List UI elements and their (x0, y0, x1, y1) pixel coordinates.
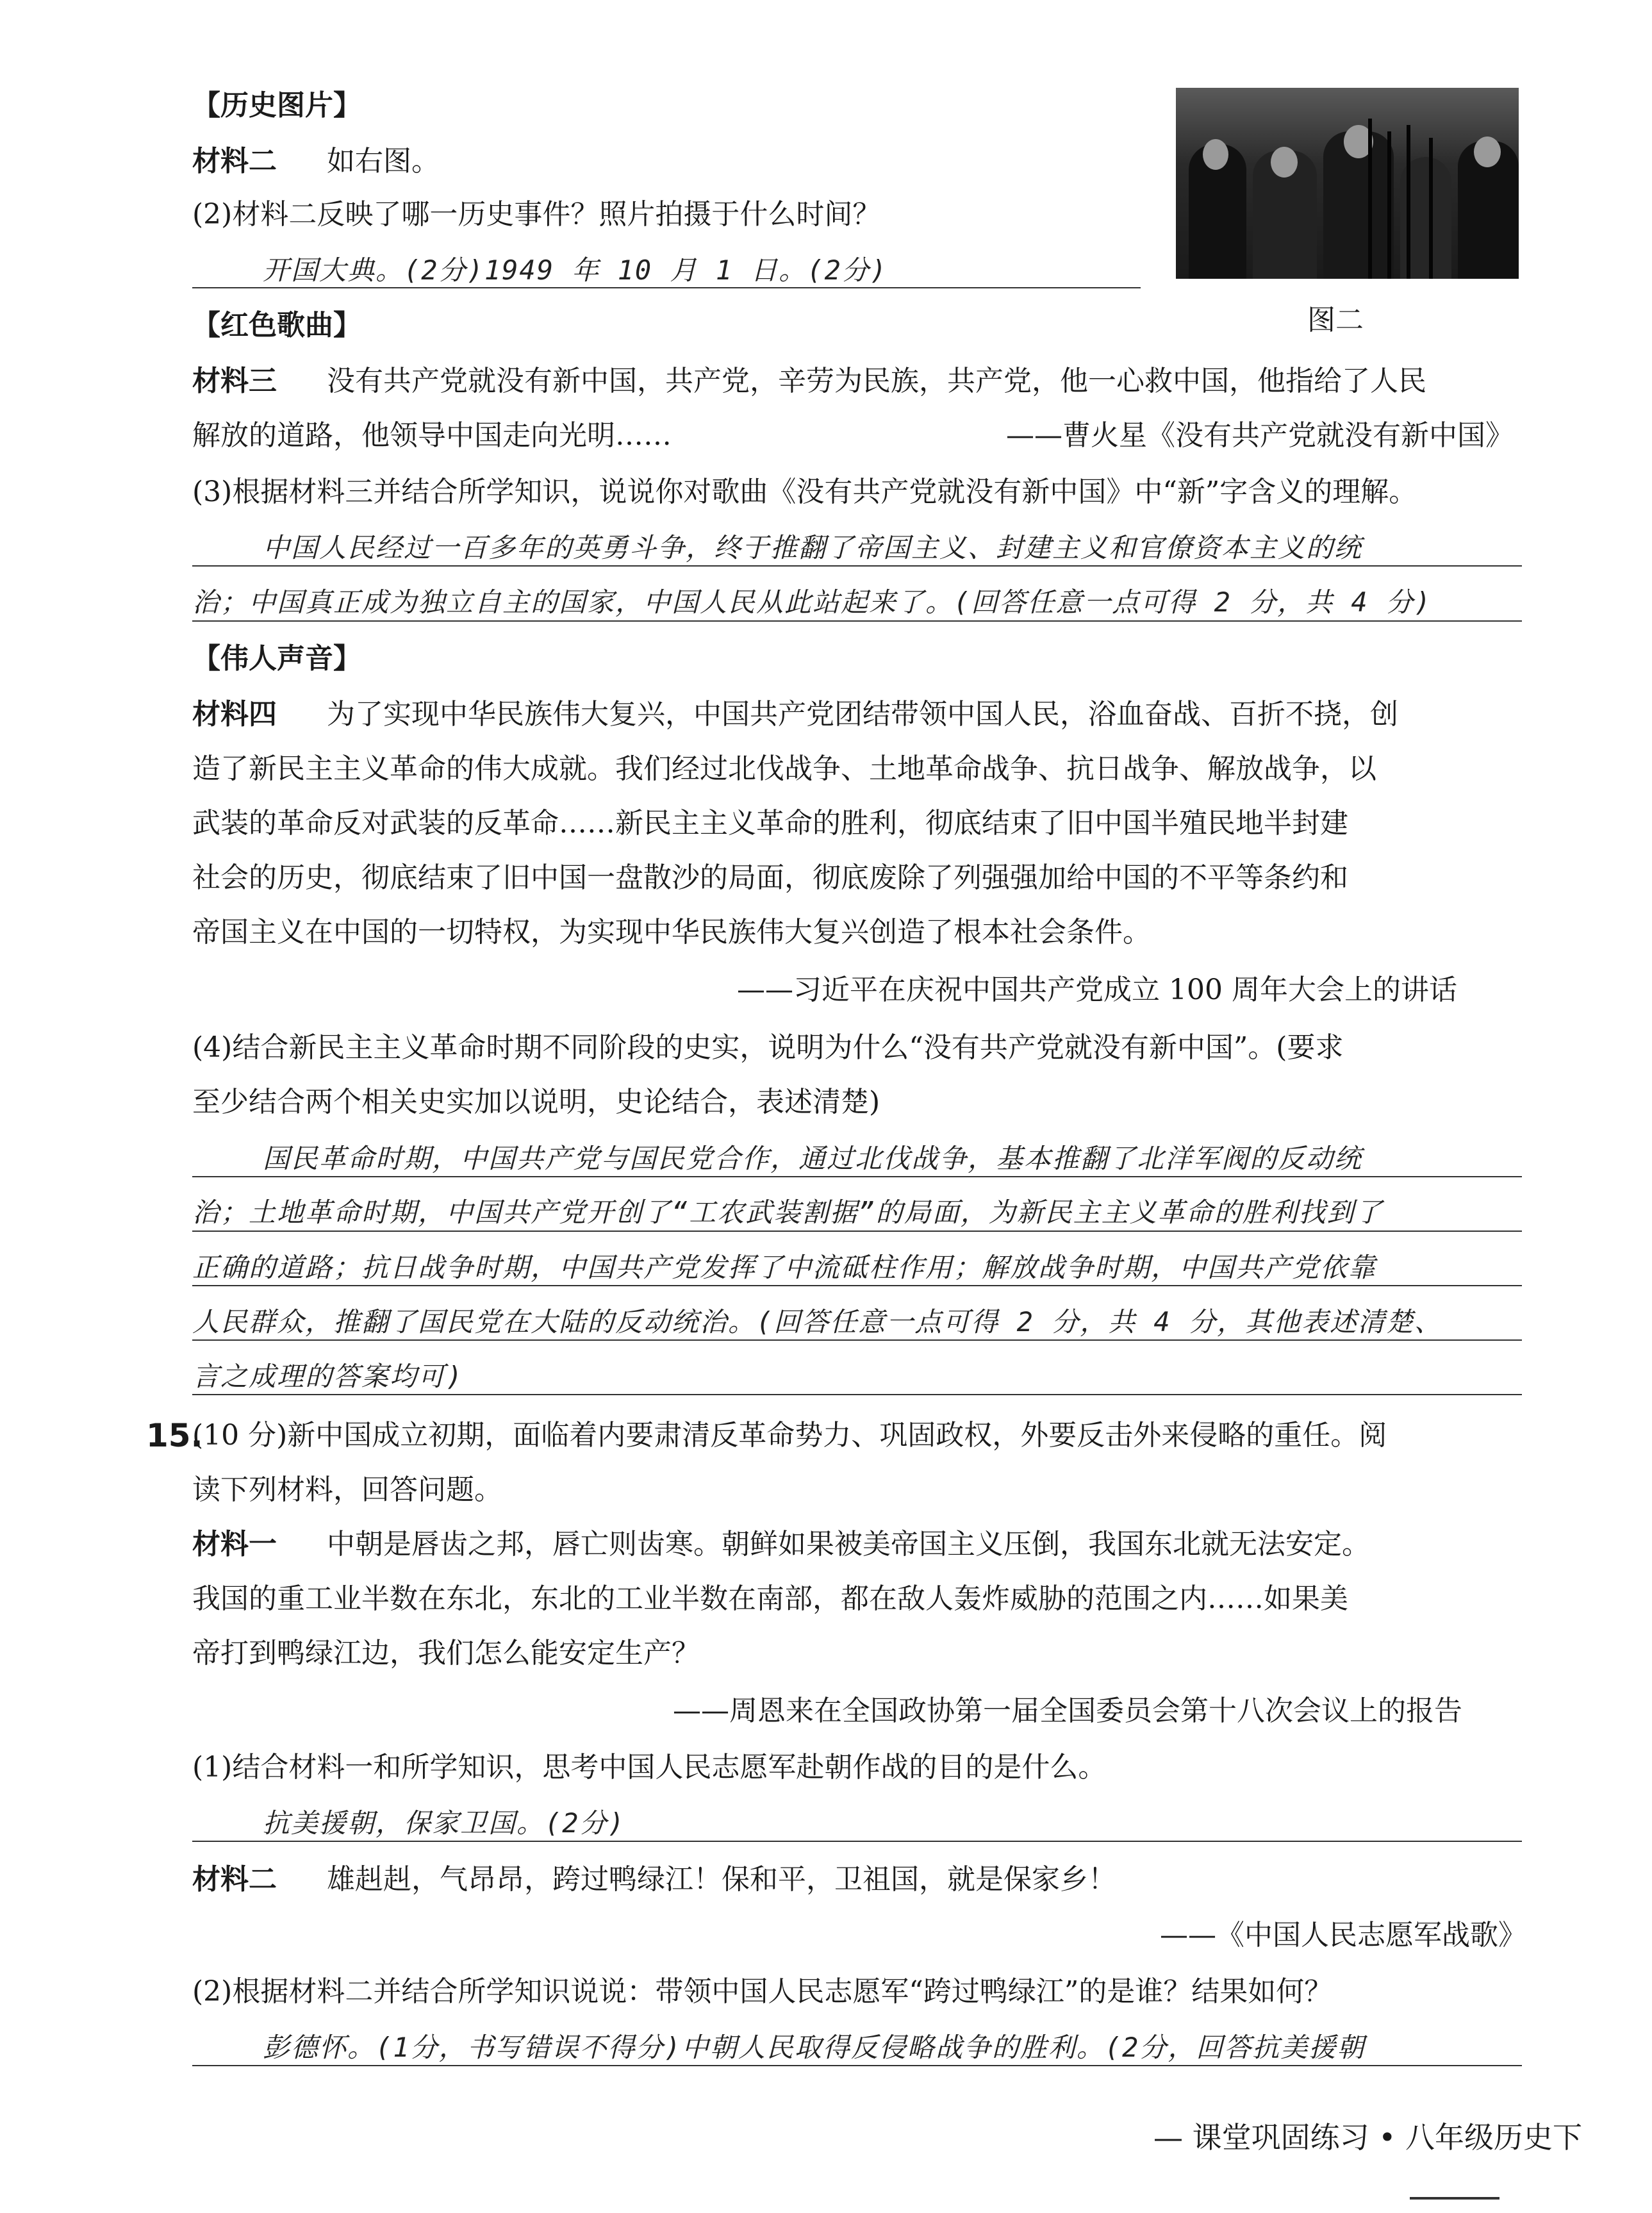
answer-3-line: 治；中国真正成为独立自主的国家，中国人民从此站起来了。(回答任意一点可得 2 分，共 4 分) (192, 586, 1432, 618)
material-4-line: 造了新民主主义革命的伟大成就。我们经过北伐战争、土地革命战争、抗日战争、解放战争，以 (192, 752, 1376, 785)
section-title-history-pictures: 【历史图片】 (192, 89, 361, 122)
answer-4-line: 国民革命时期，中国共产党与国民党合作，通过北伐战争，基本推翻了北洋军阀的反动统 (263, 1143, 1363, 1174)
answer-line (192, 287, 1141, 288)
material-2-label: 材料二 (192, 145, 277, 178)
answer-line (192, 565, 1522, 567)
answer-4-line: 治；土地革命时期，中国共产党开创了“工农武装割据”的局面，为新民主主义革命的胜利找到了 (192, 1197, 1384, 1228)
answer-4-line: 人民群众，推翻了国民党在大陆的反动统治。(回答任意一点可得 2 分，共 4 分，其他表述清楚、 (192, 1306, 1443, 1338)
material-3-label: 材料三 (192, 365, 277, 397)
question-2: (2)材料二反映了哪一历史事件？照片拍摄于什么时间？ (192, 198, 881, 231)
q15-material-2-line: 雄赳赳，气昂昂，跨过鸭绿江！保和平，卫祖国，就是保家乡！ (327, 1863, 1116, 1896)
answer-2: 开国大典。(2分)1949 年 10 月 1 日。(2分) (263, 254, 888, 286)
material-2-text: 如右图。 (327, 145, 440, 178)
answer-line (192, 1231, 1522, 1232)
material-4-line: 社会的历史，彻底结束了旧中国一盘散沙的局面，彻底废除了列强强加给中国的不平等条约和 (192, 861, 1348, 894)
question-number-15: 15. (146, 1417, 203, 1454)
q15-material-1-source: ——周恩来在全国政协第一届全国委员会第十八次会议上的报告 (673, 1695, 1462, 1727)
answer-line (192, 2065, 1522, 2066)
answer-line (192, 1285, 1522, 1286)
q15-answer-2: 彭德怀。(1分，书写错误不得分)中朝人民取得反侵略战争的胜利。(2分，回答抗美援朝 (263, 2032, 1366, 2063)
question-4-line: (4)结合新民主主义革命时期不同阶段的史实，说明为什么“没有共产党就没有新中国”。(要求 (192, 1031, 1344, 1064)
answer-4-line: 正确的道路；抗日战争时期，中国共产党发挥了中流砥柱作用；解放战争时期，中国共产党依靠 (192, 1252, 1377, 1283)
figure-caption: 图二 (1307, 304, 1364, 336)
question-3: (3)根据材料三并结合所学知识，说说你对歌曲《没有共产党就没有新中国》中“新”字含义的理解。 (192, 476, 1417, 508)
q15-question-2: (2)根据材料二并结合所学知识说说：带领中国人民志愿军“跨过鸭绿江”的是谁？结果如何？ (192, 1975, 1333, 2008)
section-title-red-songs: 【红色歌曲】 (192, 309, 361, 342)
footer-mark (1410, 2197, 1499, 2200)
material-4-line: 帝国主义在中国的一切特权，为实现中华民族伟大复兴创造了根本社会条件。 (192, 916, 1151, 949)
answer-4-line: 言之成理的答案均可) (192, 1361, 464, 1392)
answer-line (192, 1841, 1522, 1842)
question-15-intro: (10 分)新中国成立初期，面临着内要肃清反革命势力、巩固政权，外要反击外来侵略的重任。阅 (192, 1419, 1387, 1452)
q15-material-1-line: 我国的重工业半数在东北，东北的工业半数在南部，都在敌人轰炸威胁的范围之内……如果美 (192, 1582, 1348, 1615)
answer-line (192, 1394, 1522, 1395)
answer-line (192, 1339, 1522, 1341)
material-4-source: ——习近平在庆祝中国共产党成立 100 周年大会上的讲话 (737, 974, 1457, 1006)
answer-line (192, 1176, 1522, 1177)
q15-question-1: (1)结合材料一和所学知识，思考中国人民志愿军赴朝作战的目的是什么。 (192, 1751, 1107, 1784)
material-4-line: 为了实现中华民族伟大复兴，中国共产党团结带领中国人民，浴血奋战、百折不挠，创 (327, 698, 1398, 731)
material-3-line: 解放的道路，他领导中国走向光明…… (192, 419, 672, 452)
footer-label: — 课堂巩固练习 • 八年级历史下 (1153, 2120, 1582, 2155)
answer-3-line: 中国人民经过一百多年的英勇斗争，终于推翻了帝国主义、封建主义和官僚资本主义的统 (263, 532, 1363, 563)
founding-ceremony-photo (1176, 88, 1519, 279)
question-15-intro: 读下列材料，回答问题。 (192, 1473, 502, 1506)
q15-material-1-line: 帝打到鸭绿江边，我们怎么能安定生产？ (192, 1637, 700, 1670)
question-4-line: 至少结合两个相关史实加以说明，史论结合，表述清楚) (192, 1086, 880, 1118)
q15-answer-1: 抗美援朝，保家卫国。(2分) (263, 1807, 625, 1839)
material-4-label: 材料四 (192, 698, 277, 731)
material-3-source: ——曹火星《没有共产党就没有新中国》 (1006, 419, 1514, 452)
section-title-great-voices: 【伟人声音】 (192, 642, 361, 675)
material-4-line: 武装的革命反对武装的反革命……新民主主义革命的胜利，彻底结束了旧中国半殖民地半封建 (192, 807, 1348, 840)
q15-material-1-label: 材料一 (192, 1528, 277, 1561)
q15-material-1-line: 中朝是唇齿之邦，唇亡则齿寒。朝鲜如果被美帝国主义压倒，我国东北就无法安定。 (327, 1528, 1370, 1561)
q15-material-2-label: 材料二 (192, 1863, 277, 1896)
q15-material-2-source: ——《中国人民志愿军战歌》 (1160, 1919, 1526, 1952)
material-3-line: 没有共产党就没有新中国，共产党，辛劳为民族，共产党，他一心救中国，他指给了人民 (327, 365, 1426, 397)
answer-line (192, 620, 1522, 622)
